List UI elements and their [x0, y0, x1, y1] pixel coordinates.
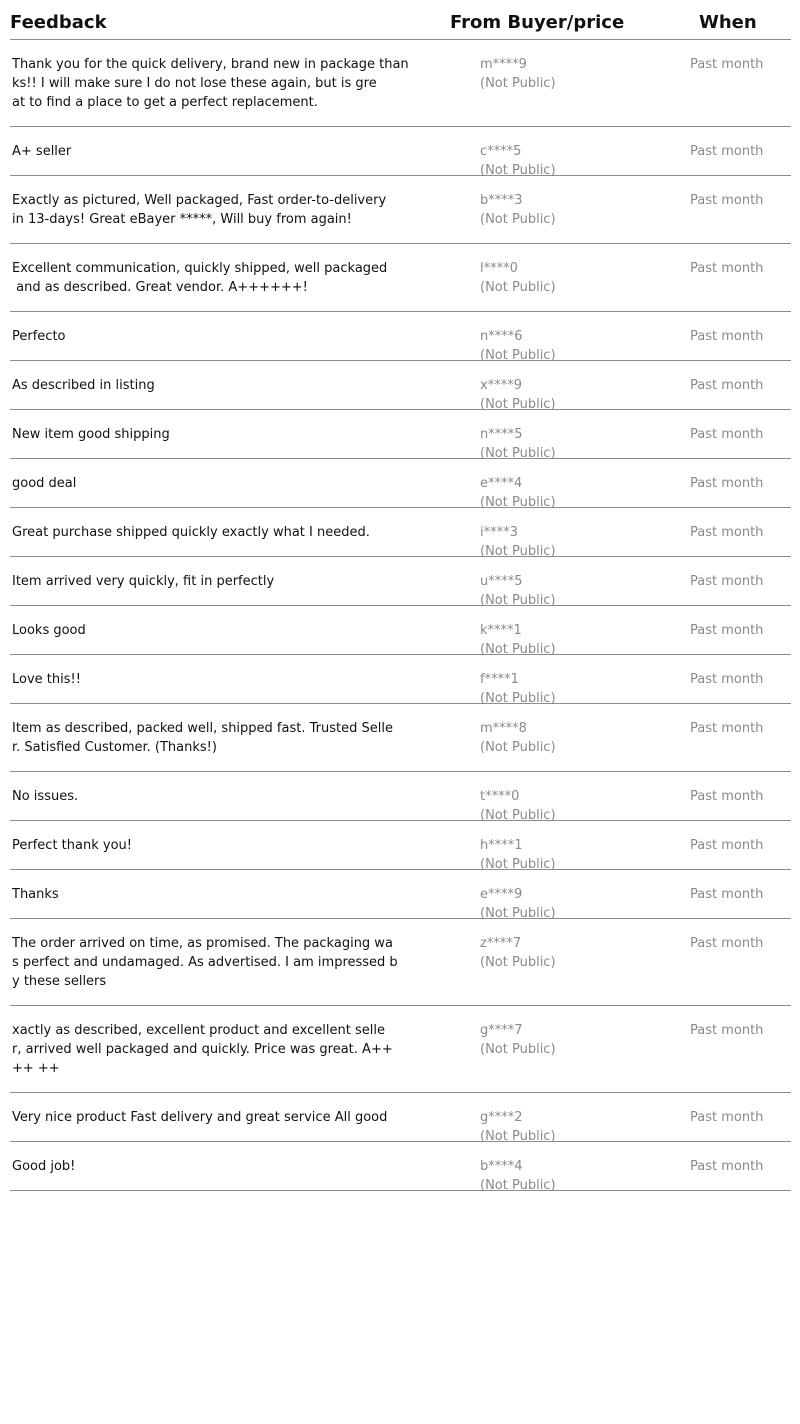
buyer-cell — [480, 621, 556, 659]
buyer-id: n****5 — [480, 427, 523, 442]
buyer-cell — [480, 55, 556, 93]
when-text: Past month — [690, 525, 764, 540]
buyer-id: z****7 — [480, 936, 522, 951]
buyer-id: b****4 — [480, 1159, 523, 1174]
buyer-cell — [480, 1108, 556, 1146]
buyer-id: l****0 — [480, 261, 518, 276]
buyer-id: e****9 — [480, 887, 523, 902]
feedback-text: Thanks — [12, 887, 59, 902]
when-text: Past month — [690, 1023, 764, 1038]
when-text: Past month — [690, 378, 764, 393]
buyer-cell — [480, 259, 556, 297]
price-text: (Not Public) — [480, 1178, 556, 1193]
buyer-id: m****8 — [480, 721, 527, 736]
buyer-cell — [480, 523, 556, 561]
buyer-cell — [480, 885, 556, 923]
price-text: (Not Public) — [480, 397, 556, 412]
feedback-text: Good job! — [12, 1159, 76, 1174]
table-row — [10, 410, 791, 459]
buyer-id: m****9 — [480, 57, 527, 72]
buyer-cell — [480, 787, 556, 825]
feedback-text: Item arrived very quickly, fit in perfectly — [12, 574, 275, 589]
price-text: (Not Public) — [480, 495, 556, 510]
price-text: (Not Public) — [480, 1129, 556, 1144]
table-row — [10, 1093, 791, 1142]
feedback-text: Great purchase shipped quickly exactly what I needed. — [12, 525, 370, 540]
table-row — [10, 244, 791, 312]
when-text: Past month — [690, 721, 764, 736]
buyer-cell — [480, 572, 556, 610]
table-row — [10, 312, 791, 361]
when-text: Past month — [690, 1159, 764, 1174]
feedback-text: xactly as described, excellent product and excellent selle r, arrived well packaged and quickly. Price was great. A++ ++ ++ — [12, 1023, 393, 1076]
when-text: Past month — [690, 427, 764, 442]
table-row — [10, 704, 791, 772]
feedback-text: Exactly as pictured, Well packaged, Fast order-to-delivery in 13-days! Great eBayer *****, Will buy from again! — [12, 193, 387, 227]
when-text: Past month — [690, 261, 764, 276]
price-text: (Not Public) — [480, 808, 556, 823]
feedback-text: A+ seller — [12, 144, 72, 159]
buyer-id: i****3 — [480, 525, 518, 540]
table-row — [10, 1006, 791, 1093]
feedback-text: Looks good — [12, 623, 86, 638]
buyer-cell — [480, 191, 556, 229]
table-row — [10, 127, 791, 176]
buyer-cell — [480, 142, 556, 180]
buyer-id: n****6 — [480, 329, 523, 344]
feedback-text: As described in listing — [12, 378, 155, 393]
buyer-cell — [480, 934, 556, 972]
buyer-cell — [480, 376, 556, 414]
buyer-cell — [480, 1021, 556, 1059]
feedback-text: The order arrived on time, as promised. The packaging wa s perfect and undamaged. As advertised. I am impressed b y these sellers — [12, 936, 398, 989]
buyer-id: x****9 — [480, 378, 522, 393]
table-row — [10, 870, 791, 919]
feedback-text: Item as described, packed well, shipped fast. Trusted Selle r. Satisfied Customer. (Thanks!) — [12, 721, 393, 755]
feedback-text: Perfect thank you! — [12, 838, 132, 853]
feedback-text: Perfecto — [12, 329, 66, 344]
buyer-id: g****7 — [480, 1023, 523, 1038]
table-row — [10, 772, 791, 821]
when-text: Past month — [690, 574, 764, 589]
feedback-text: New item good shipping — [12, 427, 170, 442]
price-text: (Not Public) — [480, 76, 556, 91]
when-text: Past month — [690, 936, 764, 951]
buyer-id: h****1 — [480, 838, 523, 853]
when-text: Past month — [690, 887, 764, 902]
price-text: (Not Public) — [480, 857, 556, 872]
buyer-cell — [480, 836, 556, 874]
price-text: (Not Public) — [480, 955, 556, 970]
price-text: (Not Public) — [480, 212, 556, 227]
price-text: (Not Public) — [480, 691, 556, 706]
buyer-id: t****0 — [480, 789, 520, 804]
table-row — [10, 655, 791, 704]
feedback-text: Very nice product Fast delivery and great service All good — [12, 1110, 388, 1125]
feedback-text: Love this!! — [12, 672, 81, 687]
when-text: Past month — [690, 623, 764, 638]
buyer-id: u****5 — [480, 574, 523, 589]
feedback-text: Excellent communication, quickly shipped, well packaged and as described. Great vendor. A++++++! — [12, 261, 388, 295]
when-text: Past month — [690, 144, 764, 159]
buyer-id: c****5 — [480, 144, 522, 159]
feedback-text: Thank you for the quick delivery, brand new in package than ks!! I will make sure I do not lose these again, but is gre at to find a place to get a perfect replacement. — [12, 57, 409, 110]
price-text: (Not Public) — [480, 163, 556, 178]
buyer-id: k****1 — [480, 623, 522, 638]
when-text: Past month — [690, 329, 764, 344]
table-row — [10, 557, 791, 606]
price-text: (Not Public) — [480, 348, 556, 363]
when-text: Past month — [690, 789, 764, 804]
from-buyer-price-column-header: From Buyer/price — [450, 12, 625, 33]
when-column-header: When — [699, 12, 757, 33]
price-text: (Not Public) — [480, 280, 556, 295]
price-text: (Not Public) — [480, 740, 556, 755]
price-text: (Not Public) — [480, 544, 556, 559]
when-text: Past month — [690, 838, 764, 853]
table-row — [10, 1142, 791, 1191]
buyer-cell — [480, 719, 556, 757]
price-text: (Not Public) — [480, 906, 556, 921]
buyer-cell — [480, 474, 556, 512]
price-text: (Not Public) — [480, 642, 556, 657]
price-text: (Not Public) — [480, 593, 556, 608]
buyer-id: f****1 — [480, 672, 519, 687]
table-row — [10, 40, 791, 127]
price-text: (Not Public) — [480, 446, 556, 461]
buyer-cell — [480, 327, 556, 365]
feedback-table — [10, 0, 791, 1191]
when-text: Past month — [690, 193, 764, 208]
buyer-cell — [480, 425, 556, 463]
buyer-id: e****4 — [480, 476, 523, 491]
buyer-cell — [480, 1157, 556, 1195]
feedback-column-header: Feedback — [10, 12, 107, 33]
table-row — [10, 508, 791, 557]
buyer-id: b****3 — [480, 193, 523, 208]
buyer-id: g****2 — [480, 1110, 523, 1125]
when-text: Past month — [690, 1110, 764, 1125]
table-row — [10, 176, 791, 244]
table-row — [10, 919, 791, 1006]
when-text: Past month — [690, 476, 764, 491]
price-text: (Not Public) — [480, 1042, 556, 1057]
feedback-text: No issues. — [12, 789, 79, 804]
table-header — [10, 0, 791, 40]
feedback-text: good deal — [12, 476, 77, 491]
table-row — [10, 821, 791, 870]
when-text: Past month — [690, 672, 764, 687]
table-row — [10, 361, 791, 410]
table-row — [10, 606, 791, 655]
buyer-cell — [480, 670, 556, 708]
when-text: Past month — [690, 57, 764, 72]
table-row — [10, 459, 791, 508]
